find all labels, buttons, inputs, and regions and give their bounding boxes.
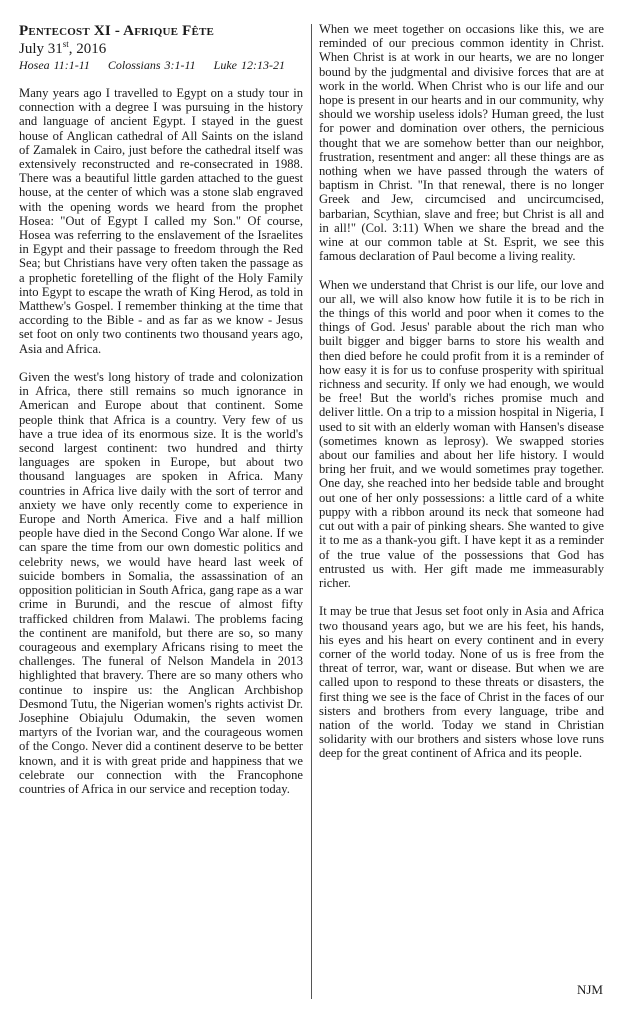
column-divider [311, 24, 312, 999]
reading-luke: Luke 12:13-21 [213, 58, 285, 72]
scripture-readings [19, 58, 303, 72]
left-column [19, 22, 303, 810]
date-year: , 2016 [68, 41, 107, 57]
reading-colossians: Colossians 3:1-11 [107, 58, 196, 72]
paragraph-africa-history: Given the west's long history of trade and colonization in Africa, there still remains so much ignorance in American and Europe about that continent. Some people think that Africa is a country. Very few of us have a true idea of its enormous size. It is the world's second largest continent: two hundred and thirty languages are spoken in Europe, but about two thousand languages are spoken in Africa. Many countries in Africa live daily with the sort of terror and anxiety we have only recently come to experience in Europe and North America. Five and a half million people have died in the Second Congo War alone. If we can spare the time from our own domestic politics and celebrity news, we would have heard last week of suicide bombers in Somalia, the assassination of an opposition politician in South Africa, gang rape as a war crime in Burundi, and the rescue of almost fifty trafficked children from Malawi. The problems facing the continent are manifold, but there are so, so many courageous and exemplary Africans rising to meet the challenges. The funeral of Nelson Mandela in 2013 highlighted that bravery. There are so many others who continue to inspire us: the Anglican Archbishop Desmond Tutu, the Nigerian women's rights activist Dr. Josephine Obiajulu Odumakin, the seven women martyrs of the Ivorian war, and the courageous women of the Congo. Never did a continent deserve to be better known, and it is with great pride and happiness that we celebrate our connection with the Francophone countries of Africa in our service and reception today. [19, 370, 303, 796]
date-suffix: st [62, 39, 69, 49]
reading-hosea: Hosea 11:1-11 [19, 58, 90, 72]
paragraph-egypt-study-tour: Many years ago I travelled to Egypt on a study tour in connection with a degree I was pursuing in the history and language of ancient Egypt. I stayed in the guest house of Anglican cathedral of All Saints on the island of Zamalek in Cairo, just before the cathedral itself was extensively reconstructed and re-consecrated in 1988. There was a beautiful little garden attached to the guest house, at the center of which was a stone slab engraved with the opening words we heard from the prophet Hosea: "Out of Egypt I called my Son." Of course, Hosea was referring to the enslavement of the Israelites in Egypt and their passage to freedom through the Red Sea; but Christians have very often taken the passage as a prophetic foretelling of the flight of the Holy Family into Egypt to escape the wrath of King Herod, as told in Matthew's Gospel. I remember thinking at the time that according to the Bible - and as far as we know - Jesus set foot on only two continents two thousand years ago, Asia and Africa. [19, 86, 303, 356]
author-signature: NJM [576, 982, 603, 997]
sermon-title: Pentecost XI - Afrique Fête [19, 23, 215, 39]
right-column [319, 22, 604, 775]
paragraph-christ-our-life: When we understand that Christ is our life, our love and our all, we will also know how futile it is to be rich in the things of this world and poor when it comes to the things of God. Jesus' parable about the rich man who built bigger and bigger barns to store his wealth and then died before he could profit from it is a reminder of how easy it is for us to confuse prosperity with spiritual richness and security. If only we had enough, we would be free! But the world's riches promise much and deliver little. On a trip to a mission hospital in Nigeria, I used to sit with an elderly woman with Hansen's disease (sometimes known as leprosy). We swapped stories about our families and about her life history. I would bring her fruit, and we would sometimes pray together. One day, she reached into her bedside table and brought out one of her only possessions: a little card of a white puppy with a ribbon around its neck that someone had cut out with a pair of pinking shears. She wanted to give it to me as a thank-you gift. I have kept it as a reminder of the true value of the possessions that God has entrusted us with. Her gift made me immeasurably richer. [319, 277, 604, 590]
paragraph-common-identity: When we meet together on occasions like this, we are reminded of our precious common identity in Christ. When Christ is at work in our hearts, we are no longer bound by the judgmental and divisive forces that are at work in the world. When Christ who is our life and our hope is present in our hearts and in our community, why should we worship useless idols? Human greed, the lust for power and domination over others, the pernicious thought that we are somehow better than our neighbor, frustration, resentment and anger: all these things are as nothing when we have passed through the waters of baptism in Christ. "In that renewal, there is no longer Greek and Jew, circumcised and uncircumcised, barbarian, Scythian, slave and free; but Christ is all and in all!" (Col. 3:11) When we share the bread and the wine at our common table at St. Esprit, we see this famous declaration of Paul become a living reality. [319, 22, 604, 264]
paragraph-solidarity: It may be true that Jesus set foot only in Asia and Africa two thousand years ago, but we are his feet, his hands, his eyes and his heart on every continent and in every corner of the world today. None of us is free from the threat of terror, war, want or disease. But when we are called upon to respond to these threats or disasters, the first thing we see is the face of Christ in the faces of our sisters and brothers from every language, tribe and nation of the world. Today we stand in Christian solidarity with our brothers and sisters whose love runs deep for the great continent of Africa and its people. [319, 604, 604, 761]
date-main: July 31 [19, 41, 63, 57]
sermon-date [19, 40, 303, 58]
